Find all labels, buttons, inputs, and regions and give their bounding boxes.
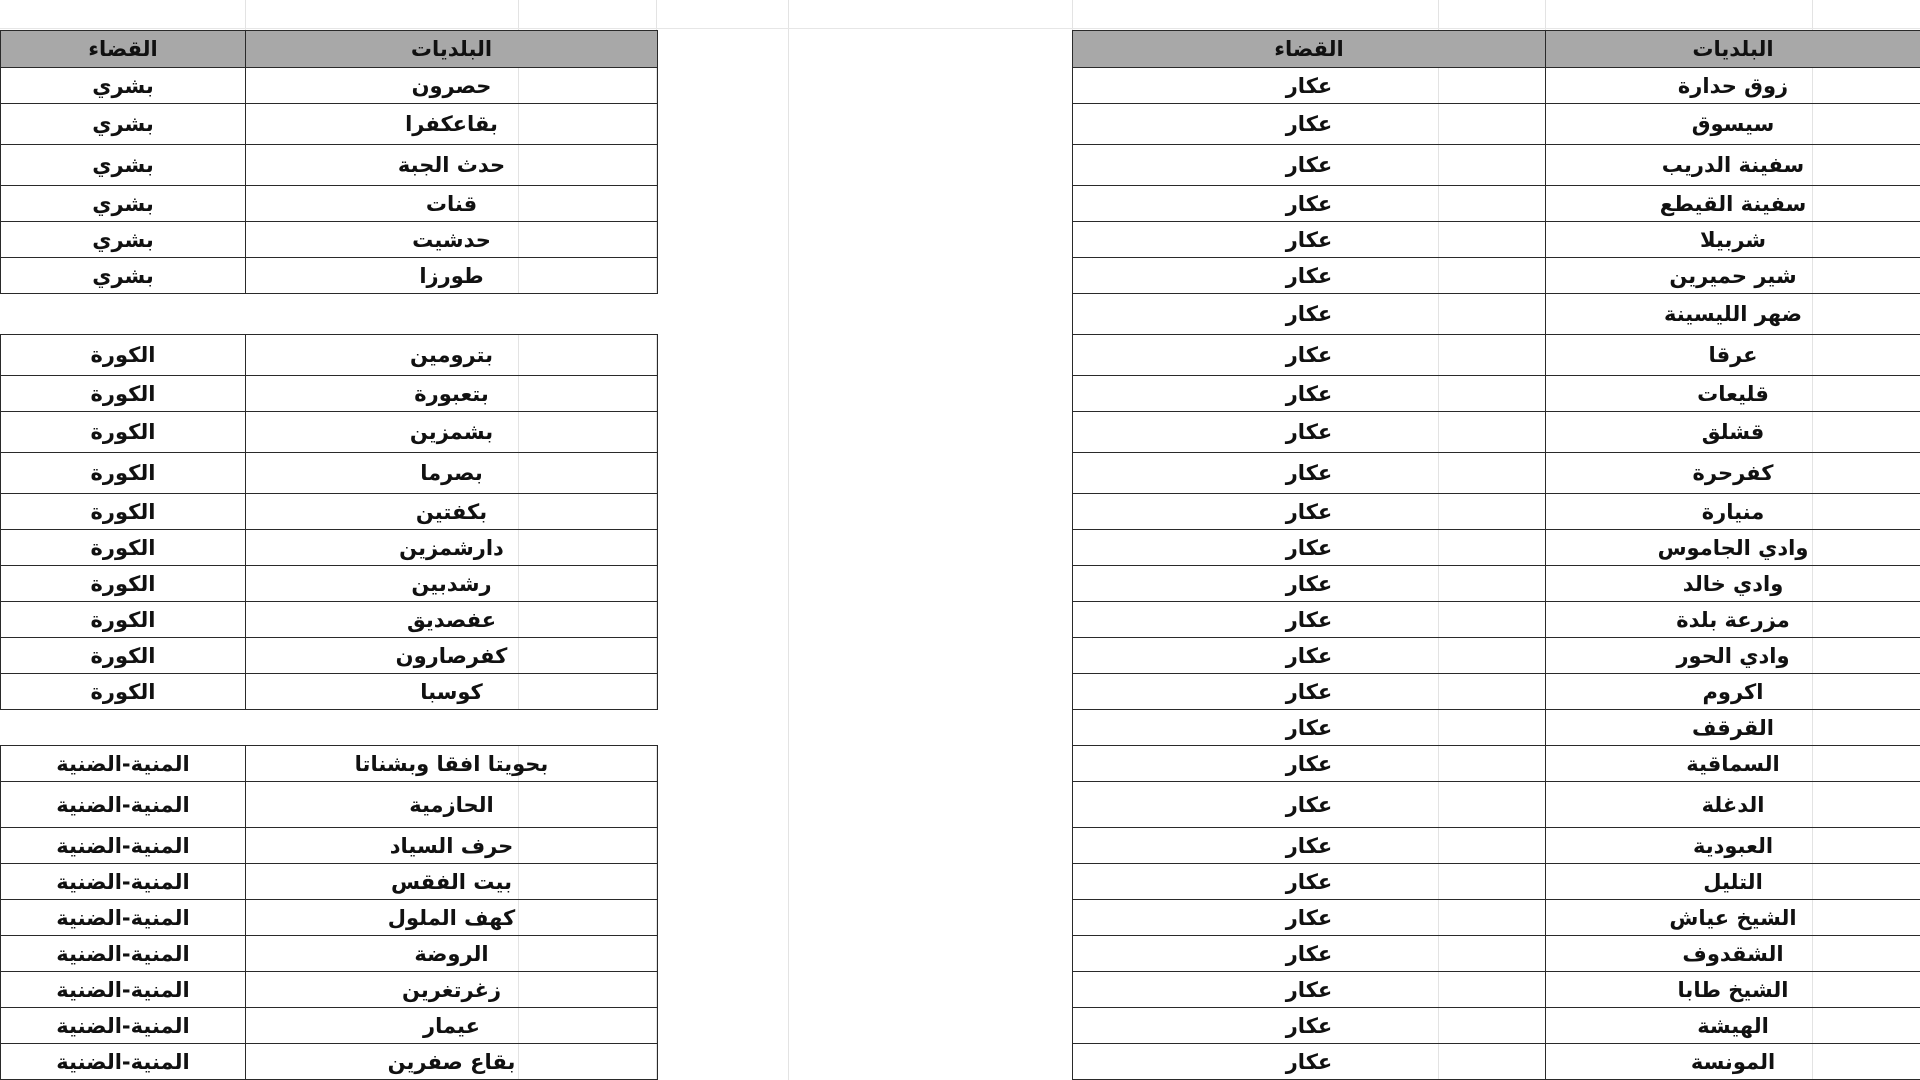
table-row [1073, 335, 1920, 376]
municipality-cell[interactable] [246, 746, 658, 782]
table-spacer-row [1, 294, 658, 335]
table-row [1073, 186, 1920, 222]
table-row [1, 566, 658, 602]
municipality-cell-text: وادي الحور [1676, 643, 1790, 668]
municipality-cell-text: العبودية [1692, 833, 1774, 858]
district-cell[interactable] [1073, 412, 1546, 453]
municipality-cell[interactable] [1546, 530, 1920, 566]
district-cell-text: المنية-الضنية [56, 977, 190, 1002]
table-row [1073, 453, 1920, 494]
district-cell[interactable] [1073, 376, 1546, 412]
header-district-label: القضاء [1274, 37, 1344, 61]
district-cell-text: عكار [1285, 343, 1333, 367]
municipality-cell[interactable] [246, 412, 658, 453]
header-municipality-label: البلديات [410, 37, 493, 61]
district-cell[interactable] [1073, 900, 1546, 936]
municipality-cell[interactable] [246, 674, 658, 710]
municipality-cell-text: زغرتغرين [401, 977, 502, 1002]
municipality-cell[interactable] [246, 1008, 658, 1044]
district-cell-text: المنية-الضنية [56, 1013, 190, 1038]
municipality-cell[interactable] [1546, 782, 1920, 828]
table-row [1, 602, 658, 638]
municipality-cell[interactable] [1546, 335, 1920, 376]
municipality-cell-text: سفينة الدريب [1661, 153, 1805, 177]
table-row [1, 972, 658, 1008]
table-row [1073, 782, 1920, 828]
district-cell-text: عكار [1285, 833, 1333, 858]
table-row [1, 746, 658, 782]
district-cell-text: المنية-الضنية [56, 792, 190, 817]
municipality-cell-text: بترومين [409, 343, 494, 367]
municipality-cell[interactable] [246, 1044, 658, 1080]
table-row [1, 104, 658, 145]
municipality-cell[interactable] [246, 530, 658, 566]
table-row [1, 864, 658, 900]
municipality-cell[interactable] [246, 566, 658, 602]
table-row [1, 258, 658, 294]
municipality-cell[interactable] [1546, 972, 1920, 1008]
municipality-cell[interactable] [246, 186, 658, 222]
table-row [1, 828, 658, 864]
district-cell-text: عكار [1285, 420, 1333, 444]
table-row [1073, 900, 1920, 936]
district-cell[interactable] [1073, 674, 1546, 710]
municipality-cell[interactable] [1546, 294, 1920, 335]
table-row [1073, 746, 1920, 782]
municipality-cell-text: بكفتين [415, 499, 488, 524]
district-cell[interactable] [1, 746, 246, 782]
district-cell-text: بشري [92, 153, 154, 177]
municipality-cell[interactable] [1546, 602, 1920, 638]
municipality-cell-text: سفينة القيطع [1659, 191, 1807, 216]
district-cell-text: المنية-الضنية [56, 1049, 190, 1074]
municipality-cell-text: الروضة [414, 941, 489, 966]
table-row [1, 68, 658, 104]
district-cell-text: الكورة [90, 343, 156, 367]
municipality-cell-text: حدشيت [412, 227, 491, 252]
header-district[interactable] [1073, 31, 1546, 68]
municipality-cell-text: الشيخ طابا [1677, 977, 1789, 1002]
municipality-cell-text: بقاعكفرا [405, 112, 498, 136]
municipality-cell[interactable] [246, 104, 658, 145]
municipality-cell-text: حدث الجبة [397, 153, 506, 177]
district-cell-text: عكار [1285, 73, 1333, 98]
district-cell[interactable] [1073, 530, 1546, 566]
municipality-cell[interactable] [1546, 376, 1920, 412]
table-row [1073, 145, 1920, 186]
municipality-cell[interactable] [1546, 453, 1920, 494]
district-cell-text: عكار [1285, 977, 1333, 1002]
table-row [1073, 710, 1920, 746]
municipality-cell-text: سيسوق [1691, 112, 1775, 136]
district-cell[interactable] [1, 530, 246, 566]
district-cell[interactable] [1073, 258, 1546, 294]
table-row [1, 335, 658, 376]
table-row [1, 453, 658, 494]
municipality-cell[interactable] [246, 145, 658, 186]
table-row [1, 674, 658, 710]
header-district-label: القضاء [88, 37, 158, 61]
municipality-cell[interactable] [1546, 864, 1920, 900]
municipality-cell[interactable] [246, 258, 658, 294]
district-cell-text: الكورة [90, 679, 156, 704]
district-cell[interactable] [1073, 145, 1546, 186]
district-cell[interactable] [1, 710, 246, 746]
district-cell[interactable] [1, 864, 246, 900]
district-cell[interactable] [1, 566, 246, 602]
table-row [1, 222, 658, 258]
municipality-cell-text: بقاع صفرين [387, 1049, 516, 1074]
municipality-cell[interactable] [246, 222, 658, 258]
right-municipalities-table [1072, 30, 1920, 1080]
table-row [1, 1044, 658, 1080]
district-cell-text: الكورة [90, 571, 156, 596]
district-cell-text: عكار [1285, 461, 1333, 485]
table-row [1073, 222, 1920, 258]
district-cell-text: المنية-الضنية [56, 905, 190, 930]
table-row [1, 936, 658, 972]
municipality-cell[interactable] [246, 602, 658, 638]
municipality-cell[interactable] [1546, 638, 1920, 674]
district-cell-text: عكار [1285, 905, 1333, 930]
municipality-cell[interactable] [246, 376, 658, 412]
municipality-cell-text: قنات [425, 191, 478, 216]
municipality-cell-text: حرف السياد [389, 833, 514, 858]
district-cell-text: عكار [1285, 643, 1333, 668]
district-cell-text: الكورة [90, 607, 156, 632]
table-row [1073, 936, 1920, 972]
district-cell[interactable] [1, 376, 246, 412]
district-cell-text: الكورة [90, 381, 156, 406]
district-cell[interactable] [1, 1008, 246, 1044]
municipality-cell-text: شير حميرين [1669, 263, 1797, 288]
district-cell-text: عكار [1285, 941, 1333, 966]
district-cell[interactable] [1, 453, 246, 494]
district-cell[interactable] [1073, 864, 1546, 900]
municipality-cell-text: الحازمية [409, 792, 494, 817]
district-cell[interactable] [1, 145, 246, 186]
district-cell[interactable] [1073, 602, 1546, 638]
municipality-cell[interactable] [1546, 1044, 1920, 1080]
table-row [1073, 1044, 1920, 1080]
district-cell-text: عكار [1285, 715, 1333, 740]
municipality-cell[interactable] [1546, 710, 1920, 746]
table-row [1, 782, 658, 828]
municipality-cell-text: بصرما [420, 461, 483, 485]
municipality-cell-text: دارشمزين [399, 535, 504, 560]
district-cell-text: عكار [1285, 1013, 1333, 1038]
table-header-row [1073, 31, 1920, 68]
municipality-cell-text: كوسبا [420, 679, 483, 704]
municipality-cell[interactable] [1546, 828, 1920, 864]
table-row [1073, 412, 1920, 453]
district-cell[interactable] [1, 335, 246, 376]
municipality-cell[interactable] [1546, 494, 1920, 530]
district-cell[interactable] [1, 104, 246, 145]
table-row [1073, 674, 1920, 710]
header-municipality[interactable] [246, 31, 658, 68]
district-cell[interactable] [1073, 972, 1546, 1008]
municipality-cell-text: وادي خالد [1682, 571, 1784, 596]
municipality-cell-text: بحويتا افقا وبشناتا [354, 751, 549, 776]
municipality-cell[interactable] [1546, 746, 1920, 782]
district-cell-text: الكورة [90, 420, 156, 444]
municipality-cell[interactable] [1546, 145, 1920, 186]
municipality-cell-text: طورزا [419, 263, 484, 288]
table-row [1073, 638, 1920, 674]
district-cell-text: الكورة [90, 535, 156, 560]
district-cell-text: عكار [1285, 153, 1333, 177]
municipality-cell-text: اكروم [1702, 679, 1764, 704]
municipality-cell-text: الشقدوف [1682, 941, 1784, 966]
district-cell[interactable] [1073, 782, 1546, 828]
district-cell[interactable] [1, 222, 246, 258]
municipality-cell[interactable] [1546, 936, 1920, 972]
district-cell[interactable] [1, 1044, 246, 1080]
table-row [1, 412, 658, 453]
district-cell-text: الكورة [90, 499, 156, 524]
district-cell-text: عكار [1285, 381, 1333, 406]
municipality-cell[interactable] [246, 294, 658, 335]
municipality-cell-text: التليل [1703, 869, 1763, 894]
municipality-cell-text: شربيلا [1699, 227, 1767, 252]
table-row [1073, 602, 1920, 638]
district-cell-text: عكار [1285, 1049, 1333, 1074]
district-cell-text: عكار [1285, 792, 1333, 817]
district-cell-text: عكار [1285, 302, 1333, 326]
municipality-cell-text: منيارة [1701, 499, 1765, 524]
district-cell-text: عكار [1285, 679, 1333, 704]
table-row [1073, 104, 1920, 145]
municipality-cell-text: الشيخ عياش [1669, 905, 1797, 930]
district-cell[interactable] [1, 782, 246, 828]
table-row [1073, 68, 1920, 104]
district-cell-text: بشري [92, 227, 154, 252]
district-cell[interactable] [1073, 294, 1546, 335]
district-cell[interactable] [1073, 1044, 1546, 1080]
district-cell-text: عكار [1285, 607, 1333, 632]
municipality-cell[interactable] [1546, 104, 1920, 145]
district-cell[interactable] [1, 674, 246, 710]
header-district[interactable] [1, 31, 246, 68]
municipality-cell[interactable] [246, 828, 658, 864]
district-cell-text: عكار [1285, 499, 1333, 524]
district-cell[interactable] [1073, 638, 1546, 674]
municipality-cell-text: كفرصارون [395, 643, 508, 668]
table-row [1, 376, 658, 412]
district-cell[interactable] [1, 936, 246, 972]
municipality-cell[interactable] [1546, 68, 1920, 104]
table-row [1073, 258, 1920, 294]
municipality-cell-text: رشدبين [411, 571, 492, 596]
municipality-cell-text: المونسة [1690, 1049, 1776, 1074]
municipality-cell-text: بتعبورة [414, 381, 489, 406]
district-cell[interactable] [1073, 68, 1546, 104]
district-cell[interactable] [1073, 828, 1546, 864]
municipality-cell-text: ضهر الليسينة [1663, 302, 1802, 326]
municipality-cell[interactable] [1546, 186, 1920, 222]
municipality-cell[interactable] [1546, 222, 1920, 258]
district-cell[interactable] [1, 258, 246, 294]
municipality-cell-text: مزرعة بلدة [1676, 607, 1790, 632]
grid-column-line [788, 0, 789, 1080]
district-cell-text: بشري [92, 112, 154, 136]
municipality-cell-text: عيمار [423, 1013, 480, 1038]
table-spacer-row [1, 710, 658, 746]
district-cell-text: بشري [92, 263, 154, 288]
table-row [1, 900, 658, 936]
table-row [1073, 294, 1920, 335]
municipality-cell[interactable] [246, 638, 658, 674]
municipality-cell-text: بشمزين [409, 420, 494, 444]
municipality-cell[interactable] [246, 453, 658, 494]
district-cell[interactable] [1, 972, 246, 1008]
municipality-cell-text: قليعات [1697, 381, 1769, 406]
district-cell-text: عكار [1285, 571, 1333, 596]
table-row [1, 186, 658, 222]
municipality-cell-text: حصرون [411, 73, 492, 98]
table-row [1073, 864, 1920, 900]
header-municipality-label: البلديات [1692, 37, 1774, 61]
municipality-cell[interactable] [246, 936, 658, 972]
district-cell-text: عكار [1285, 751, 1333, 776]
district-cell[interactable] [1073, 746, 1546, 782]
municipality-cell-text: وادي الجاموس [1657, 535, 1809, 560]
municipality-cell[interactable] [246, 68, 658, 104]
district-cell[interactable] [1073, 453, 1546, 494]
municipality-cell[interactable] [246, 900, 658, 936]
district-cell[interactable] [1, 828, 246, 864]
municipality-cell[interactable] [1546, 674, 1920, 710]
municipality-cell[interactable] [1546, 1008, 1920, 1044]
district-cell-text: بشري [92, 191, 154, 216]
table-row [1, 145, 658, 186]
district-cell[interactable] [1, 186, 246, 222]
district-cell[interactable] [1, 294, 246, 335]
district-cell[interactable] [1, 602, 246, 638]
municipality-cell-text: كهف الملول [387, 905, 516, 930]
table-row [1, 494, 658, 530]
municipality-cell-text: القرقف [1691, 715, 1775, 740]
table-row [1, 638, 658, 674]
district-cell-text: عكار [1285, 227, 1333, 252]
district-cell-text: المنية-الضنية [56, 941, 190, 966]
municipality-cell[interactable] [246, 972, 658, 1008]
municipality-cell[interactable] [246, 494, 658, 530]
district-cell[interactable] [1, 900, 246, 936]
municipality-cell-text: الهيشة [1697, 1013, 1769, 1038]
district-cell-text: عكار [1285, 263, 1333, 288]
district-cell[interactable] [1073, 710, 1546, 746]
district-cell-text: المنية-الضنية [56, 751, 190, 776]
district-cell[interactable] [1073, 335, 1546, 376]
district-cell[interactable] [1, 494, 246, 530]
municipality-cell-text: عفصديق [406, 607, 497, 632]
district-cell[interactable] [1073, 186, 1546, 222]
district-cell[interactable] [1073, 494, 1546, 530]
table-row [1073, 494, 1920, 530]
municipality-cell[interactable] [246, 864, 658, 900]
district-cell-text: عكار [1285, 869, 1333, 894]
district-cell[interactable] [1, 638, 246, 674]
municipality-cell[interactable] [246, 710, 658, 746]
municipality-cell[interactable] [1546, 900, 1920, 936]
header-municipality[interactable] [1546, 31, 1920, 68]
district-cell-text: المنية-الضنية [56, 833, 190, 858]
municipality-cell-text: عرقا [1708, 343, 1758, 367]
municipality-cell-text: كفرحرة [1692, 461, 1774, 485]
municipality-cell-text: الدغلة [1701, 792, 1765, 817]
municipality-cell-text: قشلق [1701, 420, 1765, 444]
district-cell[interactable] [1073, 936, 1546, 972]
table-row [1073, 828, 1920, 864]
municipality-cell-text: بيت الفقس [391, 869, 512, 894]
district-cell-text: بشري [92, 73, 154, 98]
municipality-cell-text: زوق حدارة [1677, 73, 1789, 98]
district-cell[interactable] [1073, 566, 1546, 602]
district-cell-text: الكورة [90, 643, 156, 668]
district-cell-text: المنية-الضنية [56, 869, 190, 894]
district-cell[interactable] [1073, 222, 1546, 258]
table-row [1073, 972, 1920, 1008]
municipality-cell[interactable] [246, 782, 658, 828]
district-cell[interactable] [1, 412, 246, 453]
table-row [1, 1008, 658, 1044]
table-row [1073, 1008, 1920, 1044]
district-cell-text: عكار [1285, 191, 1333, 216]
table-row [1073, 566, 1920, 602]
municipality-cell[interactable] [1546, 412, 1920, 453]
grid-row-line [0, 28, 1920, 29]
table-row [1073, 376, 1920, 412]
district-cell-text: عكار [1285, 112, 1333, 136]
table-header-row [1, 31, 658, 68]
municipality-cell[interactable] [1546, 566, 1920, 602]
municipality-cell-text: السماقية [1686, 751, 1780, 776]
district-cell-text: الكورة [90, 461, 156, 485]
table-row [1, 530, 658, 566]
table-row [1073, 530, 1920, 566]
left-municipalities-table [0, 30, 658, 1080]
district-cell[interactable] [1073, 1008, 1546, 1044]
district-cell[interactable] [1073, 104, 1546, 145]
district-cell-text: عكار [1285, 535, 1333, 560]
municipality-cell[interactable] [246, 335, 658, 376]
district-cell[interactable] [1, 68, 246, 104]
municipality-cell[interactable] [1546, 258, 1920, 294]
